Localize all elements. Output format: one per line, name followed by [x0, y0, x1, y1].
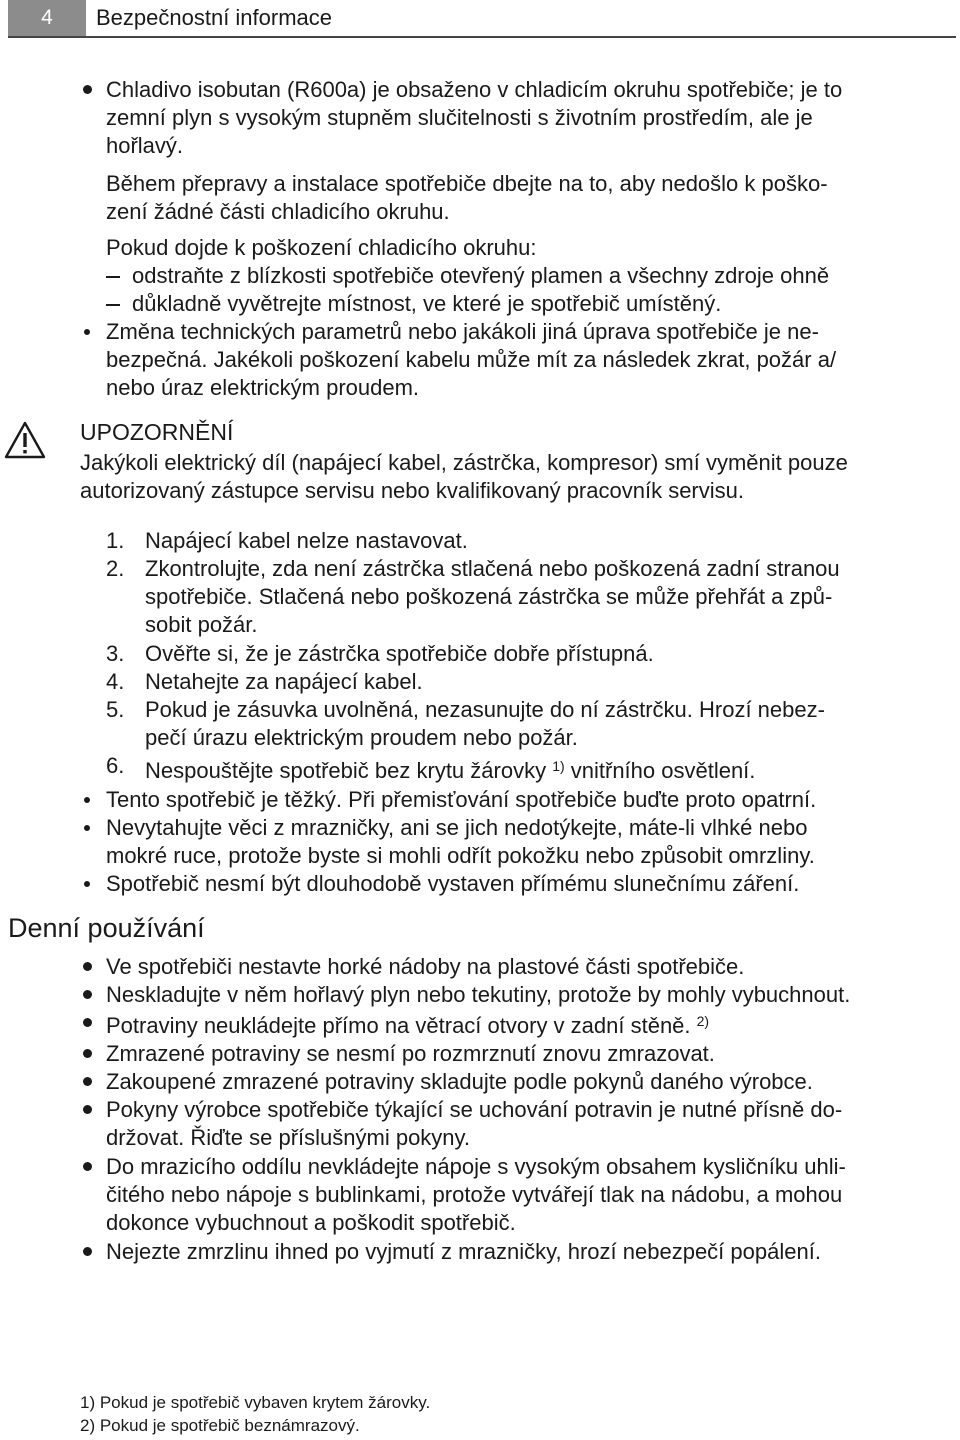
daily-7-line-1: Do mrazicího oddílu nevkládejte nápoje s vysokým obsahem kysličníku uhli- — [106, 1154, 846, 1179]
page-header — [8, 0, 956, 38]
bullet-daily-4 — [83, 1049, 92, 1058]
daily-7-line-2: čitého nebo nápoje s bublinkami, protože vytvářejí tlak na nádobu, a mohou — [106, 1182, 843, 1207]
numbered-item-2-line-1: Zkontrolujte, zda není zástrčka stlačená nebo poškozená zadní stranou — [145, 556, 840, 581]
bullet-daily-7 — [83, 1162, 92, 1171]
warning-line-1: Jakýkoli elektrický díl (napájecí kabel, zástrčka, kompresor) smí vyměnit pouze — [80, 450, 848, 475]
footnote-2: 2) Pokud je spotřebič beznámrazový. — [80, 1416, 360, 1435]
bullet-refrigerant — [83, 85, 92, 94]
numbered-item-3-line-1: Ověřte si, že je zástrčka spotřebiče dobře přístupná. — [145, 641, 654, 666]
daily-8-line-1: Nejezte zmrzlinu ihned po vyjmutí z mrazničky, hrozí nebezpečí popálení. — [106, 1239, 821, 1264]
transport-line-2: zení žádné části chladicího okruhu. — [106, 199, 450, 224]
damage-item-2: důkladně vyvětrejte místnost, ve které je spotřebič umístěný. — [132, 291, 722, 316]
daily-2-line-1: Neskladujte v něm hořlavý plyn nebo tekutiny, protože by mohly vybuchnout. — [106, 982, 851, 1007]
dash-2 — [106, 304, 120, 306]
bullet-misc-1 — [84, 797, 90, 803]
footnote-ref-1: 1) — [552, 758, 565, 774]
daily-5-line-1: Zakoupené zmrazené potraviny skladujte podle pokynů daného výrobce. — [106, 1069, 813, 1094]
bullet-daily-5 — [83, 1077, 92, 1086]
dash-1 — [106, 276, 120, 278]
daily-3-text: Potraviny neukládejte přímo na větrací otvory v zadní stěně. — [106, 1013, 697, 1038]
misc-1-line-1: Tento spotřebič je těžký. Při přemisťování spotřebiče buďte proto opatrní. — [106, 787, 817, 812]
numbered-item-2-line-3: sobit požár. — [145, 612, 258, 637]
footnote-1: 1) Pokud je spotřebič vybaven krytem žárovky. — [80, 1393, 431, 1412]
bullet-daily-2 — [83, 990, 92, 999]
damage-item-1: odstraňte z blízkosti spotřebiče otevřený plamen a všechny zdroje ohně — [132, 263, 830, 288]
numbered-item-5-line-1: Pokud je zásuvka uvolněná, nezasunujte do ní zástrčku. Hrozí nebez- — [145, 697, 825, 722]
damage-intro: Pokud dojde k poškození chladicího okruhu: — [106, 235, 537, 260]
numbered-marker-6: 6. — [106, 753, 125, 778]
warning-triangle-icon — [4, 420, 46, 460]
numbered-marker-3: 3. — [106, 641, 125, 666]
misc-2-line-2: mokré ruce, protože byste si mohli odřít pokožku nebo způsobit omrzliny. — [106, 843, 815, 868]
daily-7-line-3: dokonce vybuchnout a poškodit spotřebič. — [106, 1210, 516, 1235]
bullet-daily-8 — [83, 1247, 92, 1256]
bullet-daily-1 — [83, 962, 92, 971]
daily-6-line-1: Pokyny výrobce spotřebiče týkající se uchování potravin je nutné přísně do- — [106, 1097, 843, 1122]
daily-6-line-2: držovat. Řiďte se příslušnými pokyny. — [106, 1125, 471, 1150]
refrigerant-line-3: hořlavý. — [106, 133, 184, 158]
numbered-item-5-line-2: pečí úrazu elektrickým proudem nebo požár. — [145, 725, 578, 750]
modification-line-3: nebo úraz elektrickým proudem. — [106, 375, 420, 400]
numbered-item-6-text-before: Nespouštějte spotřebič bez krytu žárovky — [145, 758, 553, 783]
numbered-marker-1: 1. — [106, 528, 125, 553]
page-number: 4 — [8, 0, 86, 36]
bullet-misc-3 — [84, 881, 90, 887]
daily-4-line-1: Zmrazené potraviny se nesmí po rozmrznutí znovu zmrazovat. — [106, 1041, 715, 1066]
bullet-modification — [84, 329, 90, 335]
numbered-item-2-line-2: spotřebiče. Stlačená nebo poškozená zástrčka se může přehřát a způ- — [145, 584, 833, 609]
modification-line-2: bezpečná. Jakékoli poškození kabelu může mít za následek zkrat, požár a/ — [106, 347, 837, 372]
refrigerant-line-2: zemní plyn s vysokým stupněm slučitelnosti s životním prostředím, ale je — [106, 105, 813, 130]
misc-3-line-1: Spotřebič nesmí být dlouhodobě vystaven přímému slunečnímu záření. — [106, 871, 800, 896]
numbered-marker-4: 4. — [106, 669, 125, 694]
daily-1-line-1: Ve spotřebiči nestavte horké nádoby na plastové části spotřebiče. — [106, 954, 745, 979]
misc-2-line-1: Nevytahujte věci z mrazničky, ani se jich nedotýkejte, máte-li vlhké nebo — [106, 815, 808, 840]
modification-line-1: Změna technických parametrů nebo jakákoli jiná úprava spotřebiče je ne- — [106, 319, 819, 344]
warning-line-2: autorizovaný zástupce servisu nebo kvalifikovaný pracovník servisu. — [80, 478, 744, 503]
numbered-item-6-text-after: vnitřního osvětlení. — [564, 758, 756, 783]
numbered-item-4-line-1: Netahejte za napájecí kabel. — [145, 669, 423, 694]
section-title-daily-use: Denní používání — [8, 913, 205, 943]
bullet-misc-2 — [84, 825, 90, 831]
warning-title: UPOZORNĚNÍ — [80, 419, 234, 445]
bullet-daily-6 — [83, 1105, 92, 1114]
refrigerant-line-1: Chladivo isobutan (R600a) je obsaženo v chladicím okruhu spotřebiče; je to — [106, 77, 843, 102]
daily-3-line-1 — [106, 1012, 709, 1040]
transport-line-1: Během přepravy a instalace spotřebiče dbejte na to, aby nedošlo k poško- — [106, 171, 828, 196]
header-title: Bezpečnostní informace — [96, 5, 333, 30]
numbered-marker-5: 5. — [106, 697, 125, 722]
numbered-item-1-line-1: Napájecí kabel nelze nastavovat. — [145, 528, 468, 553]
numbered-item-6-line-1 — [145, 757, 755, 785]
footnote-ref-2: 2) — [696, 1013, 710, 1029]
bullet-daily-3 — [83, 1018, 92, 1027]
numbered-marker-2: 2. — [106, 556, 125, 581]
